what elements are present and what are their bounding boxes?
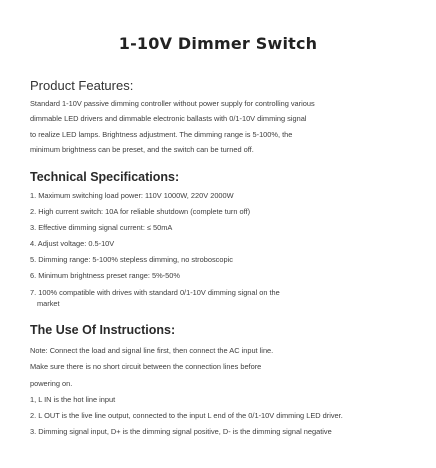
product-features-line: dimmable LED drivers and dimmable electronic ballasts with 0/1-10V dimming signal [30,114,307,124]
spec-item-text: 4. Adjust voltage: 0.5-10V [30,239,115,249]
instructions-line: 2. L OUT is the live line output, connected to the input L end of the 0/1-10V dimming LED driver. [30,411,343,421]
technical-specifications-heading: Technical Specifications: [30,170,180,184]
spec-item-text: 3. Effective dimming signal current: ≤ 50mA [30,223,173,233]
product-features-line: Standard 1-10V passive dimming controller without power supply for controlling various [30,99,315,108]
spec-item-text: 7. 100% compatible with drives with standard 0/1-10V dimming signal on the [30,287,280,297]
spec-item [30,220,430,236]
instructions-line: powering on. [30,378,73,388]
spec-item-text: 6. Minimum brightness preset range: 5%-50% [30,271,180,281]
product-features-line: minimum brightness can be preset, and the switch can be turned off. [30,145,254,155]
spec-item [30,268,430,284]
instructions-line: 1, L IN is the hot line input [30,394,116,404]
spec-item-text: 2. High current switch: 10A for reliable shutdown (complete turn off) [30,207,251,217]
spec-item [30,204,430,220]
instructions-line: 3. Dimming signal input, D+ is the dimming signal positive, D- is the dimming signal negative [30,427,332,437]
instructions-line: Note: Connect the load and signal line first, then connect the AC input line. [30,346,274,355]
spec-item-continuation: market [37,298,60,308]
spec-item [30,252,430,268]
spec-item [30,188,430,204]
product-features-heading: Product Features: [30,78,134,93]
product-features-line: to realize LED lamps. Brightness adjustment. The dimming range is 5-100%, the [30,129,293,139]
document-title: 1-10V Dimmer Switch [118,34,318,53]
instructions-heading: The Use Of Instructions: [30,323,176,337]
spec-item [30,236,430,252]
spec-item-text: 5. Dimming range: 5-100% stepless dimming, no stroboscopic [30,255,233,265]
instructions-body [30,343,430,441]
technical-specifications-list [30,188,430,310]
instructions-line: Make sure there is no short circuit between the connection lines before [30,362,262,372]
spec-item [30,285,430,310]
product-features-body [30,96,430,158]
spec-item-text: 1. Maximum switching load power: 110V 1000W, 220V 2000W [30,191,234,200]
